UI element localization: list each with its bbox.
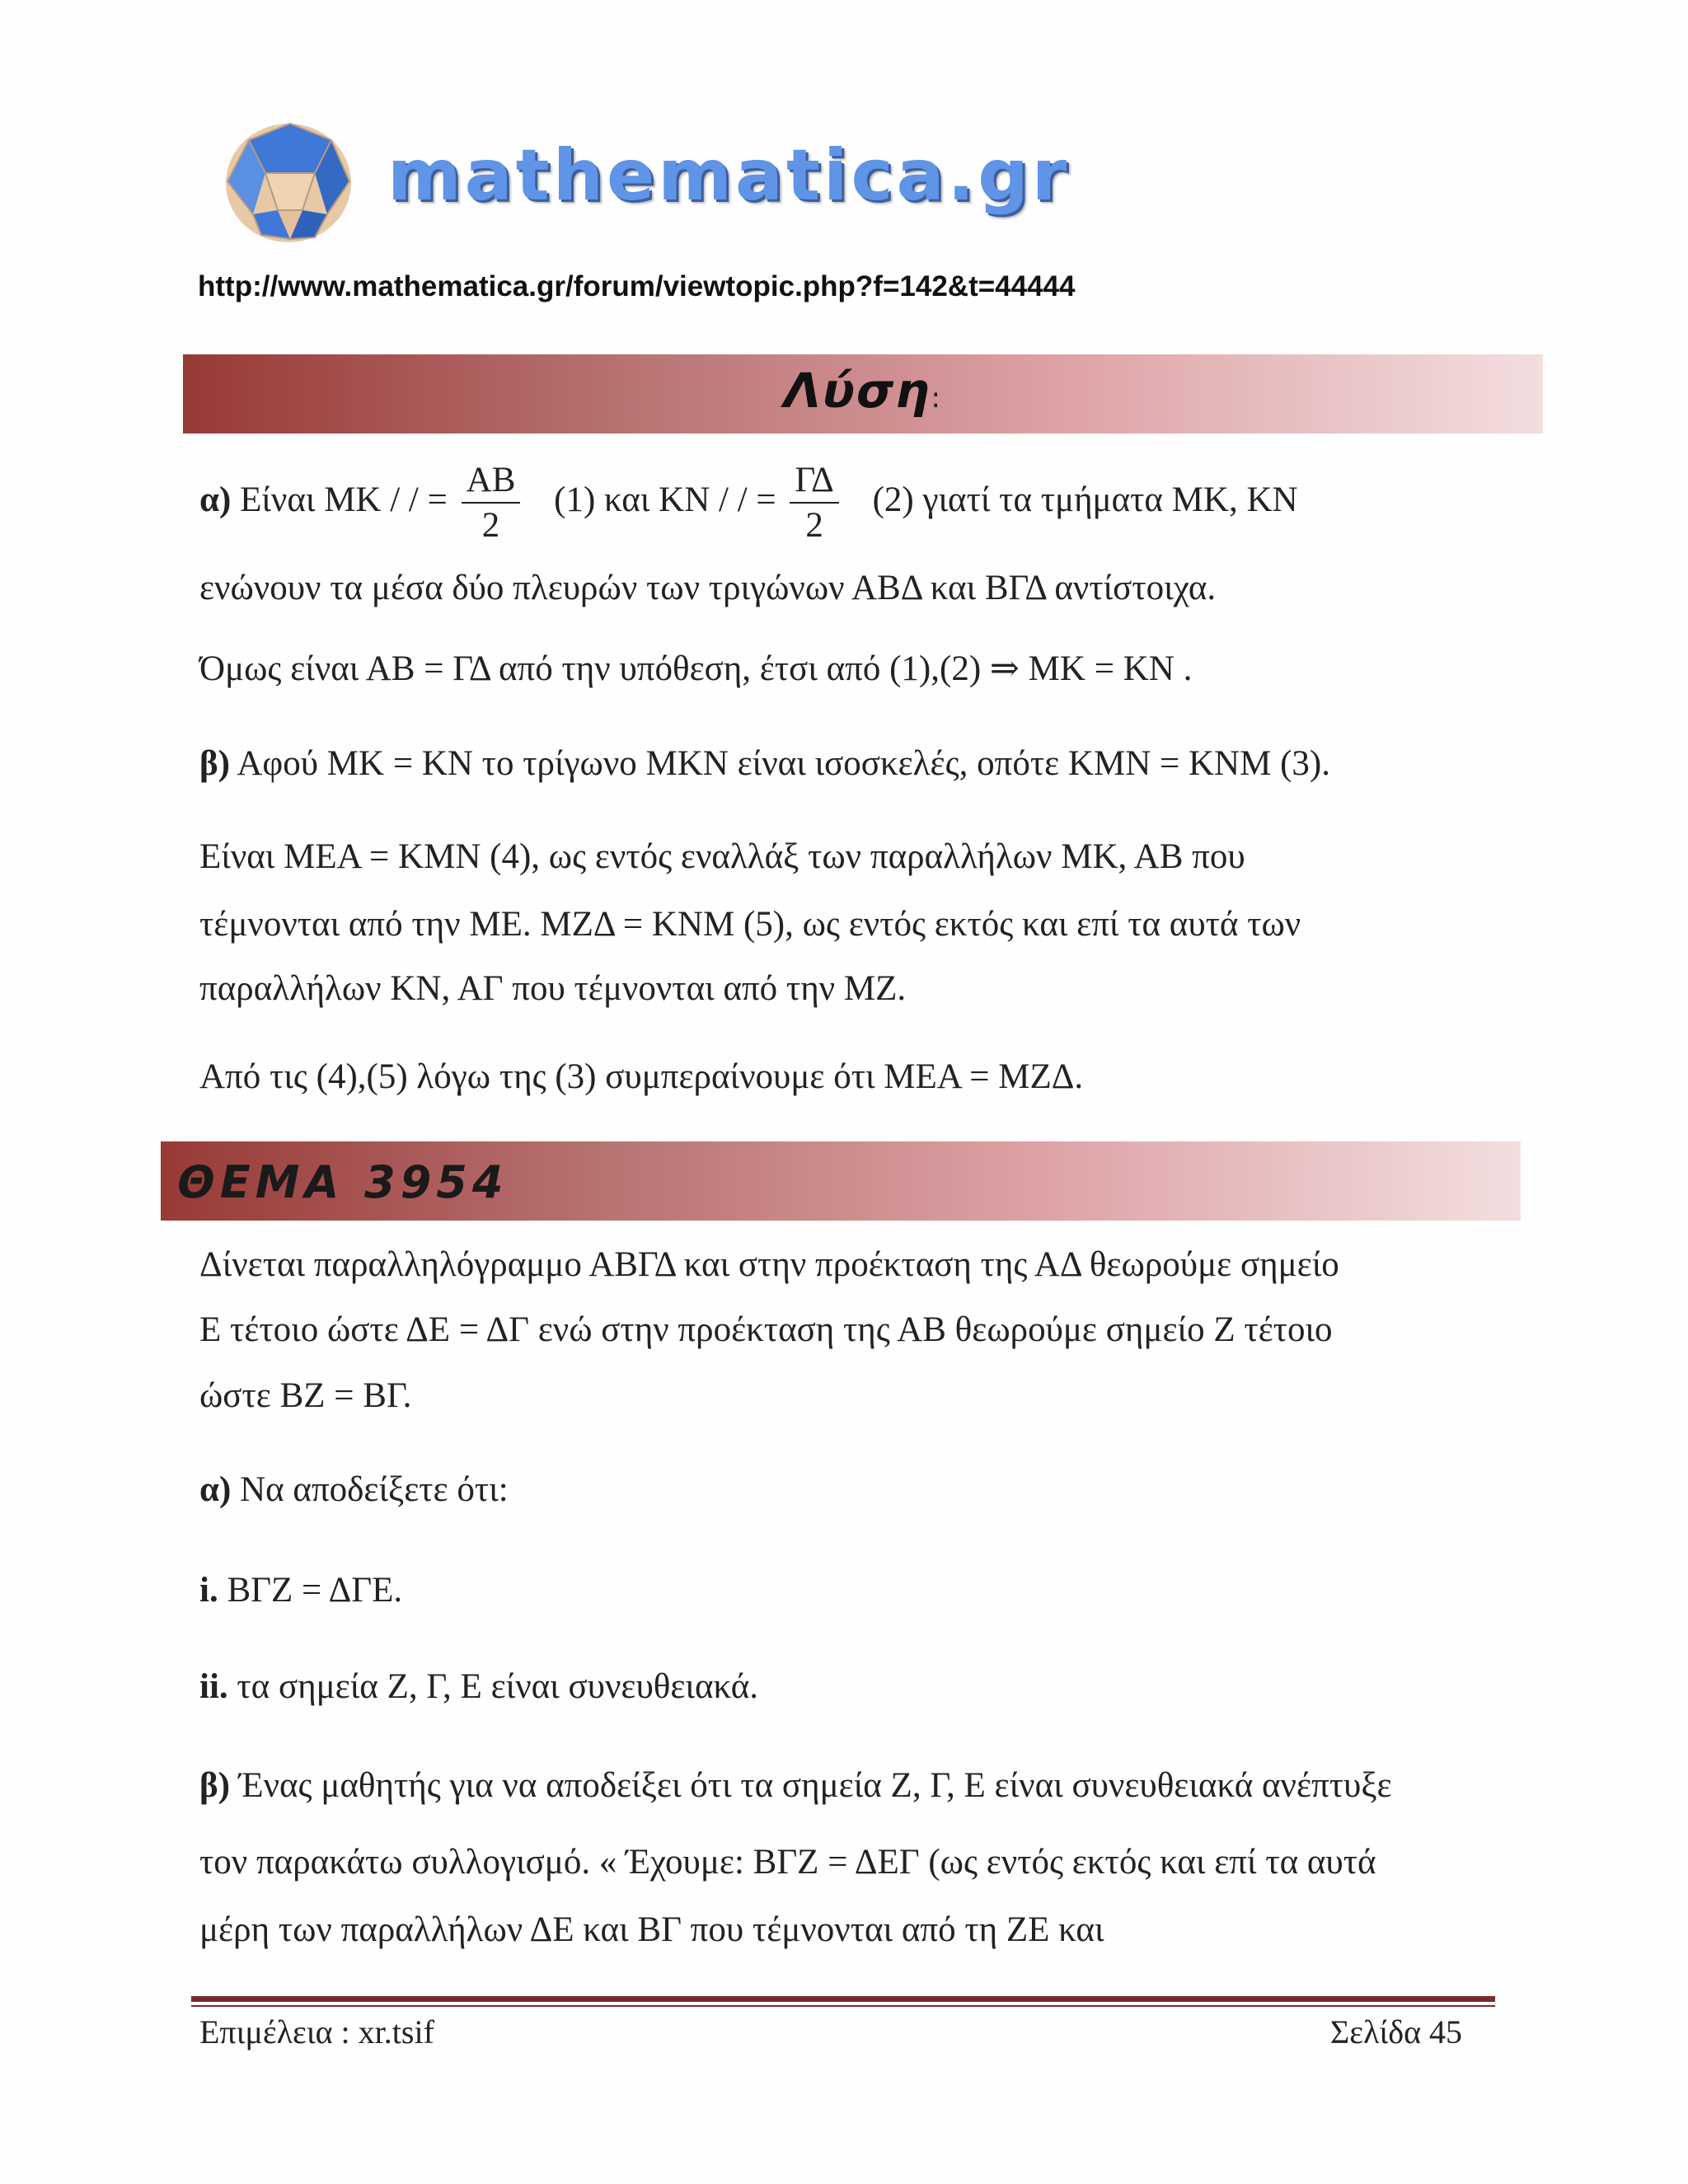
solution-heading-band [183,354,1543,434]
solution-line-3: Όμως είναι ΑΒ = ΓΔ από την υπόθεση, έτσι από (1),(2) ⇒ ΜΚ = ΚΝ . [199,649,1193,688]
theme-question-a-i: i. ΒΓΖ = ΔΓΕ. [199,1571,403,1610]
solution-line-8: Από τις (4),(5) λόγω της (3) συμπεραίνουμε ότι ΜΕΑ = ΜΖΔ. [199,1057,1084,1096]
polyhedron-logo-icon [216,115,364,247]
question-ii-label: ii. [199,1667,228,1706]
footer-editor: Επιμέλεια : xr.tsif [199,2013,434,2050]
part-b-label: β) [199,744,230,783]
theme-paragraph-line-2: Ε τέτοιο ώστε ΔΕ = ΔΓ ενώ στην προέκταση της ΑΒ θεωρούμε σημείο Ζ τέτοιο [199,1310,1333,1349]
theme-question-a: α) Να αποδείξετε ότι: [199,1470,509,1509]
footer-divider [191,1996,1495,2002]
solution-line-1: α) Είναι ΜΚ / / = $\frac{AB}{2}$ (1) και ΚΝ / / = $\frac{\Gamma\Delta}{2}$ (2) γιατί τα τμήματα ΜΚ, ΚΝ [199,461,1298,546]
solution-heading: Λύση: [784,363,942,419]
theme-question-b-line-3: μέρη των παραλλήλων ΔΕ και ΒΓ που τέμνονται από τη ΖΕ και [199,1910,1104,1949]
theme-question-b-line-2: τον παρακάτω συλλογισμό. « Έχουμε: ΒΓΖ = ΔΕΓ (ως εντός εκτός και επί τα αυτά [199,1843,1376,1882]
theme-heading-band [161,1141,1521,1221]
part-a-label: α) [199,480,232,520]
theme-paragraph-line-1: Δίνεται παραλληλόγραμμο ΑΒΓΔ και στην προέκταση της ΑΔ θεωρούμε σημείο [199,1245,1339,1284]
theme-paragraph-line-3: ώστε ΒΖ = ΒΓ. [199,1376,412,1415]
question-a-label: α) [199,1470,232,1509]
solution-line-4: β) Αφού ΜΚ = ΚΝ το τρίγωνο ΜΚΝ είναι ισοσκελές, οπότε ΚΜΝ = ΚΝΜ (3). [199,744,1330,783]
site-logo-text[interactable]: mathematica.gr [387,134,1071,217]
footer-page-number: Σελίδα 45 [1330,2013,1463,2050]
fraction-ab-over-2: $\frac{AB}{2}$ [462,462,521,544]
question-i-label: i. [199,1571,218,1610]
solution-line-7: παραλλήλων ΚΝ, ΑΓ που τέμνονται από την ΜΖ. [199,969,907,1008]
solution-line-6: τέμνονται από την ΜΕ. ΜΖΔ = ΚΝΜ (5), ως εντός εκτός και επί τα αυτά των [199,905,1301,944]
theme-question-a-ii: ii. τα σημεία Ζ, Γ, Ε είναι συνευθειακά. [199,1667,759,1706]
theme-heading: ΘΕΜΑ 3954 [177,1156,509,1208]
theme-question-b-line-1: β) Ένας μαθητής για να αποδείξει ότι τα σημεία Ζ, Γ, Ε είναι συνευθειακά ανέπτυξε [199,1766,1392,1805]
solution-line-5: Είναι ΜΕΑ = ΚΜΝ (4), ως εντός εναλλάξ των παραλλήλων ΜΚ, ΑΒ που [199,837,1245,876]
question-b-label: β) [199,1766,230,1805]
source-url-link[interactable]: http://www.mathematica.gr/forum/viewtopic.php?f=142&t=44444 [198,270,1076,302]
footer-divider-thin [191,2005,1495,2007]
fraction-gd-over-2: $\frac{\Gamma\Delta}{2}$ [790,462,838,544]
logo[interactable] [216,115,364,247]
solution-line-2: ενώνουν τα μέσα δύο πλευρών των τριγώνων ΑΒΔ και ΒΓΔ αντίστοιχα. [199,569,1217,607]
